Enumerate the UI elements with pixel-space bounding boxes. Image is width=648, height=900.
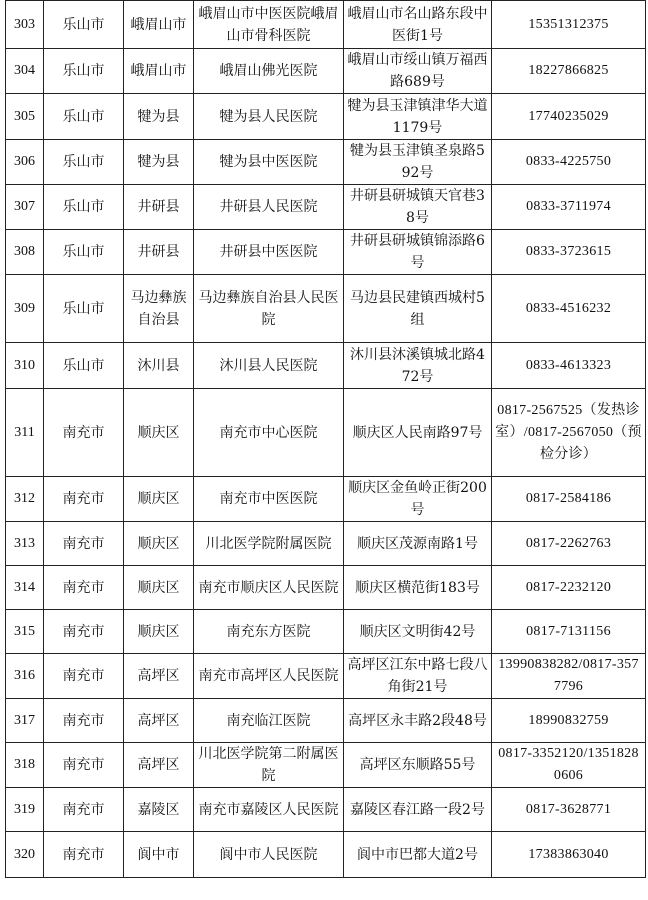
- table-row: [6, 389, 646, 477]
- hospital-name-cell: 南充市嘉陵区人民医院: [194, 788, 344, 832]
- hospital-name-cell: 沐川县人民医院: [194, 343, 344, 389]
- city-cell: 乐山市: [44, 343, 124, 389]
- table-row: [6, 230, 646, 275]
- county-cell: 阆中市: [124, 832, 194, 878]
- hospital-name-cell: 南充市顺庆区人民医院: [194, 566, 344, 610]
- city-cell: 南充市: [44, 743, 124, 788]
- phone-cell: 0833-4516232: [492, 275, 646, 343]
- address-cell: 井研县研城镇锦添路6号: [344, 230, 492, 275]
- city-cell: 乐山市: [44, 275, 124, 343]
- row-number: 317: [6, 699, 44, 743]
- address-cell: 马边县民建镇西城村5组: [344, 275, 492, 343]
- row-number: 305: [6, 94, 44, 140]
- phone-cell: 0817-3628771: [492, 788, 646, 832]
- county-cell: 顺庆区: [124, 566, 194, 610]
- county-cell: 峨眉山市: [124, 49, 194, 94]
- address-cell: 峨眉山市名山路东段中医街1号: [344, 1, 492, 49]
- row-number: 314: [6, 566, 44, 610]
- hospital-name-cell: 井研县中医医院: [194, 230, 344, 275]
- hospital-table: [5, 0, 646, 878]
- phone-cell: 0833-3711974: [492, 185, 646, 230]
- county-cell: 犍为县: [124, 140, 194, 185]
- hospital-name-cell: 南充市中医医院: [194, 477, 344, 522]
- city-cell: 乐山市: [44, 230, 124, 275]
- table-row: [6, 788, 646, 832]
- address-cell: 高坪区永丰路2段48号: [344, 699, 492, 743]
- county-cell: 井研县: [124, 185, 194, 230]
- table-row: [6, 610, 646, 654]
- address-cell: 井研县研城镇天官巷38号: [344, 185, 492, 230]
- city-cell: 南充市: [44, 566, 124, 610]
- row-number: 309: [6, 275, 44, 343]
- county-cell: 高坪区: [124, 654, 194, 699]
- row-number: 304: [6, 49, 44, 94]
- address-cell: 高坪区东顺路55号: [344, 743, 492, 788]
- city-cell: 南充市: [44, 477, 124, 522]
- city-cell: 南充市: [44, 389, 124, 477]
- address-cell: 峨眉山市绥山镇万福西路689号: [344, 49, 492, 94]
- hospital-name-cell: 川北医学院附属医院: [194, 522, 344, 566]
- hospital-name-cell: 南充东方医院: [194, 610, 344, 654]
- phone-cell: 0833-4613323: [492, 343, 646, 389]
- row-number: 318: [6, 743, 44, 788]
- county-cell: 马边彝族自治县: [124, 275, 194, 343]
- table-row: [6, 49, 646, 94]
- hospital-name-cell: 南充市中心医院: [194, 389, 344, 477]
- city-cell: 乐山市: [44, 140, 124, 185]
- phone-cell: 0817-7131156: [492, 610, 646, 654]
- table-row: [6, 275, 646, 343]
- county-cell: 顺庆区: [124, 477, 194, 522]
- row-number: 306: [6, 140, 44, 185]
- row-number: 310: [6, 343, 44, 389]
- hospital-name-cell: 阆中市人民医院: [194, 832, 344, 878]
- phone-cell: 0817-2584186: [492, 477, 646, 522]
- phone-cell: 18227866825: [492, 49, 646, 94]
- address-cell: 顺庆区文明街42号: [344, 610, 492, 654]
- county-cell: 井研县: [124, 230, 194, 275]
- hospital-name-cell: 马边彝族自治县人民医院: [194, 275, 344, 343]
- hospital-name-cell: 南充市高坪区人民医院: [194, 654, 344, 699]
- row-number: 315: [6, 610, 44, 654]
- hospital-name-cell: 川北医学院第二附属医院: [194, 743, 344, 788]
- row-number: 303: [6, 1, 44, 49]
- city-cell: 南充市: [44, 522, 124, 566]
- phone-cell: 0833-3723615: [492, 230, 646, 275]
- county-cell: 高坪区: [124, 743, 194, 788]
- city-cell: 乐山市: [44, 1, 124, 49]
- address-cell: 嘉陵区春江路一段2号: [344, 788, 492, 832]
- address-cell: 沐川县沐溪镇城北路472号: [344, 343, 492, 389]
- hospital-name-cell: 犍为县中医医院: [194, 140, 344, 185]
- city-cell: 南充市: [44, 832, 124, 878]
- county-cell: 犍为县: [124, 94, 194, 140]
- phone-cell: 0817-3352120/13518280606: [492, 743, 646, 788]
- phone-cell: 0833-4225750: [492, 140, 646, 185]
- table-row: [6, 343, 646, 389]
- table-row: [6, 94, 646, 140]
- address-cell: 阆中市巴都大道2号: [344, 832, 492, 878]
- table-row: [6, 832, 646, 878]
- hospital-name-cell: 犍为县人民医院: [194, 94, 344, 140]
- row-number: 313: [6, 522, 44, 566]
- phone-cell: 13990838282/0817-3577796: [492, 654, 646, 699]
- county-cell: 峨眉山市: [124, 1, 194, 49]
- county-cell: 顺庆区: [124, 522, 194, 566]
- county-cell: 高坪区: [124, 699, 194, 743]
- table-row: [6, 477, 646, 522]
- hospital-table-body: [6, 1, 646, 878]
- phone-cell: 18990832759: [492, 699, 646, 743]
- phone-cell: 17740235029: [492, 94, 646, 140]
- city-cell: 南充市: [44, 610, 124, 654]
- county-cell: 顺庆区: [124, 610, 194, 654]
- city-cell: 乐山市: [44, 185, 124, 230]
- hospital-name-cell: 峨眉山市中医医院峨眉山市骨科医院: [194, 1, 344, 49]
- table-row: [6, 522, 646, 566]
- row-number: 312: [6, 477, 44, 522]
- row-number: 319: [6, 788, 44, 832]
- hospital-name-cell: 南充临江医院: [194, 699, 344, 743]
- table-row: [6, 699, 646, 743]
- row-number: 308: [6, 230, 44, 275]
- address-cell: 犍为县玉津镇津华大道1179号: [344, 94, 492, 140]
- phone-cell: 0817-2232120: [492, 566, 646, 610]
- phone-cell: 0817-2262763: [492, 522, 646, 566]
- address-cell: 犍为县玉津镇圣泉路592号: [344, 140, 492, 185]
- city-cell: 南充市: [44, 788, 124, 832]
- address-cell: 顺庆区横范街183号: [344, 566, 492, 610]
- hospital-name-cell: 井研县人民医院: [194, 185, 344, 230]
- address-cell: 顺庆区茂源南路1号: [344, 522, 492, 566]
- address-cell: 高坪区江东中路七段八角街21号: [344, 654, 492, 699]
- table-row: [6, 185, 646, 230]
- address-cell: 顺庆区金鱼岭正街200号: [344, 477, 492, 522]
- city-cell: 南充市: [44, 699, 124, 743]
- row-number: 316: [6, 654, 44, 699]
- table-row: [6, 743, 646, 788]
- city-cell: 乐山市: [44, 49, 124, 94]
- table-row: [6, 1, 646, 49]
- phone-cell: 17383863040: [492, 832, 646, 878]
- hospital-name-cell: 峨眉山佛光医院: [194, 49, 344, 94]
- address-cell: 顺庆区人民南路97号: [344, 389, 492, 477]
- county-cell: 沐川县: [124, 343, 194, 389]
- county-cell: 顺庆区: [124, 389, 194, 477]
- phone-cell: 15351312375: [492, 1, 646, 49]
- city-cell: 南充市: [44, 654, 124, 699]
- phone-cell: 0817-2567525（发热诊室）/0817-2567050（预检分诊）: [492, 389, 646, 477]
- county-cell: 嘉陵区: [124, 788, 194, 832]
- row-number: 311: [6, 389, 44, 477]
- table-row: [6, 140, 646, 185]
- row-number: 320: [6, 832, 44, 878]
- row-number: 307: [6, 185, 44, 230]
- table-row: [6, 654, 646, 699]
- table-row: [6, 566, 646, 610]
- city-cell: 乐山市: [44, 94, 124, 140]
